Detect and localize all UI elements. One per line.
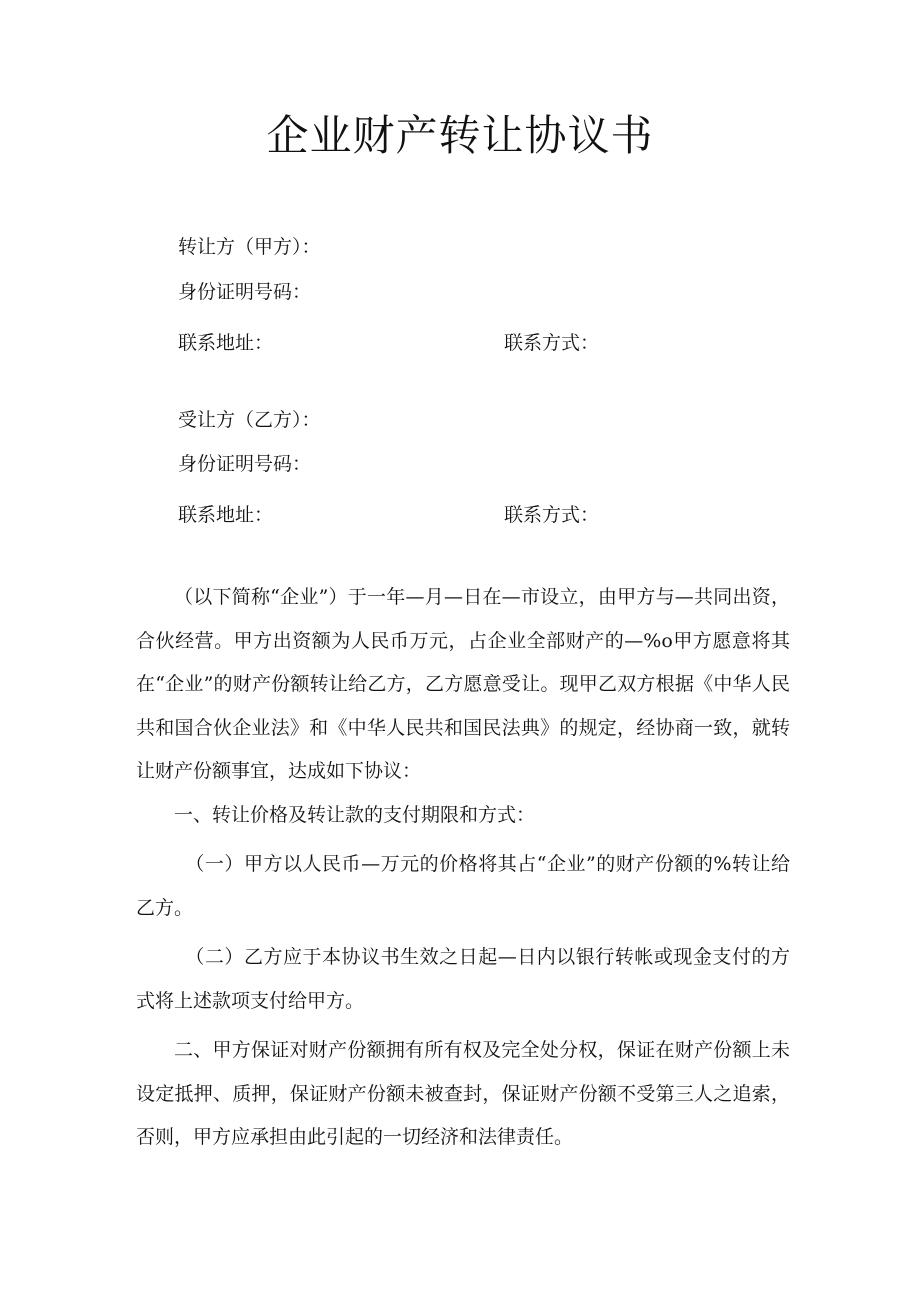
section-1-item-1: （一）甲方以人民币—万元的价格将其占“企业”的财产份额的%转让给乙方。 <box>136 853 790 919</box>
party-a-contact-label: 联系方式： <box>504 332 600 354</box>
party-b-label: 受让方（乙方）： <box>178 409 321 431</box>
section-1-heading: 一、转让价格及转让款的支付期限和方式： <box>174 803 536 826</box>
intro-paragraph: （以下简称“企业”）于一年—月—日在—市设立，由甲方与—共同出资，合伙经营。甲方出资额为人民币万元，占企业全部财产的—%o甲方愿意将其在“企业”的财产份额转让给乙方，乙方愿意受让。现甲乙双方根据《中华人民共和国合伙企业法》和《中华人民共和国民法典》的规定，经协商一致，就转让财产份额事宜，达成如下协议： <box>136 586 790 782</box>
party-b-address-label: 联系地址： <box>178 504 274 526</box>
party-a-address-label: 联系地址： <box>178 332 274 354</box>
party-b-contact-label: 联系方式： <box>504 504 600 526</box>
section-1-item-2: （二）乙方应于本协议书生效之日起—日内以银行转帐或现金支付的方式将上述款项支付给甲方。 <box>136 946 790 1012</box>
party-a-label: 转让方（甲方）： <box>178 236 321 258</box>
party-a-id-label: 身份证明号码： <box>178 281 312 303</box>
agreement-body <box>136 576 790 1160</box>
section-2-paragraph: 二、甲方保证对财产份额拥有所有权及完全处分权，保证在财产份额上未设定抵押、质押，保证财产份额未被查封，保证财产份额不受第三人之追索，否则，甲方应承担由此引起的一切经济和法律责任。 <box>136 1039 790 1148</box>
party-b-id-label: 身份证明号码： <box>178 453 312 475</box>
document-title: 企业财产转让协议书 <box>266 111 654 160</box>
